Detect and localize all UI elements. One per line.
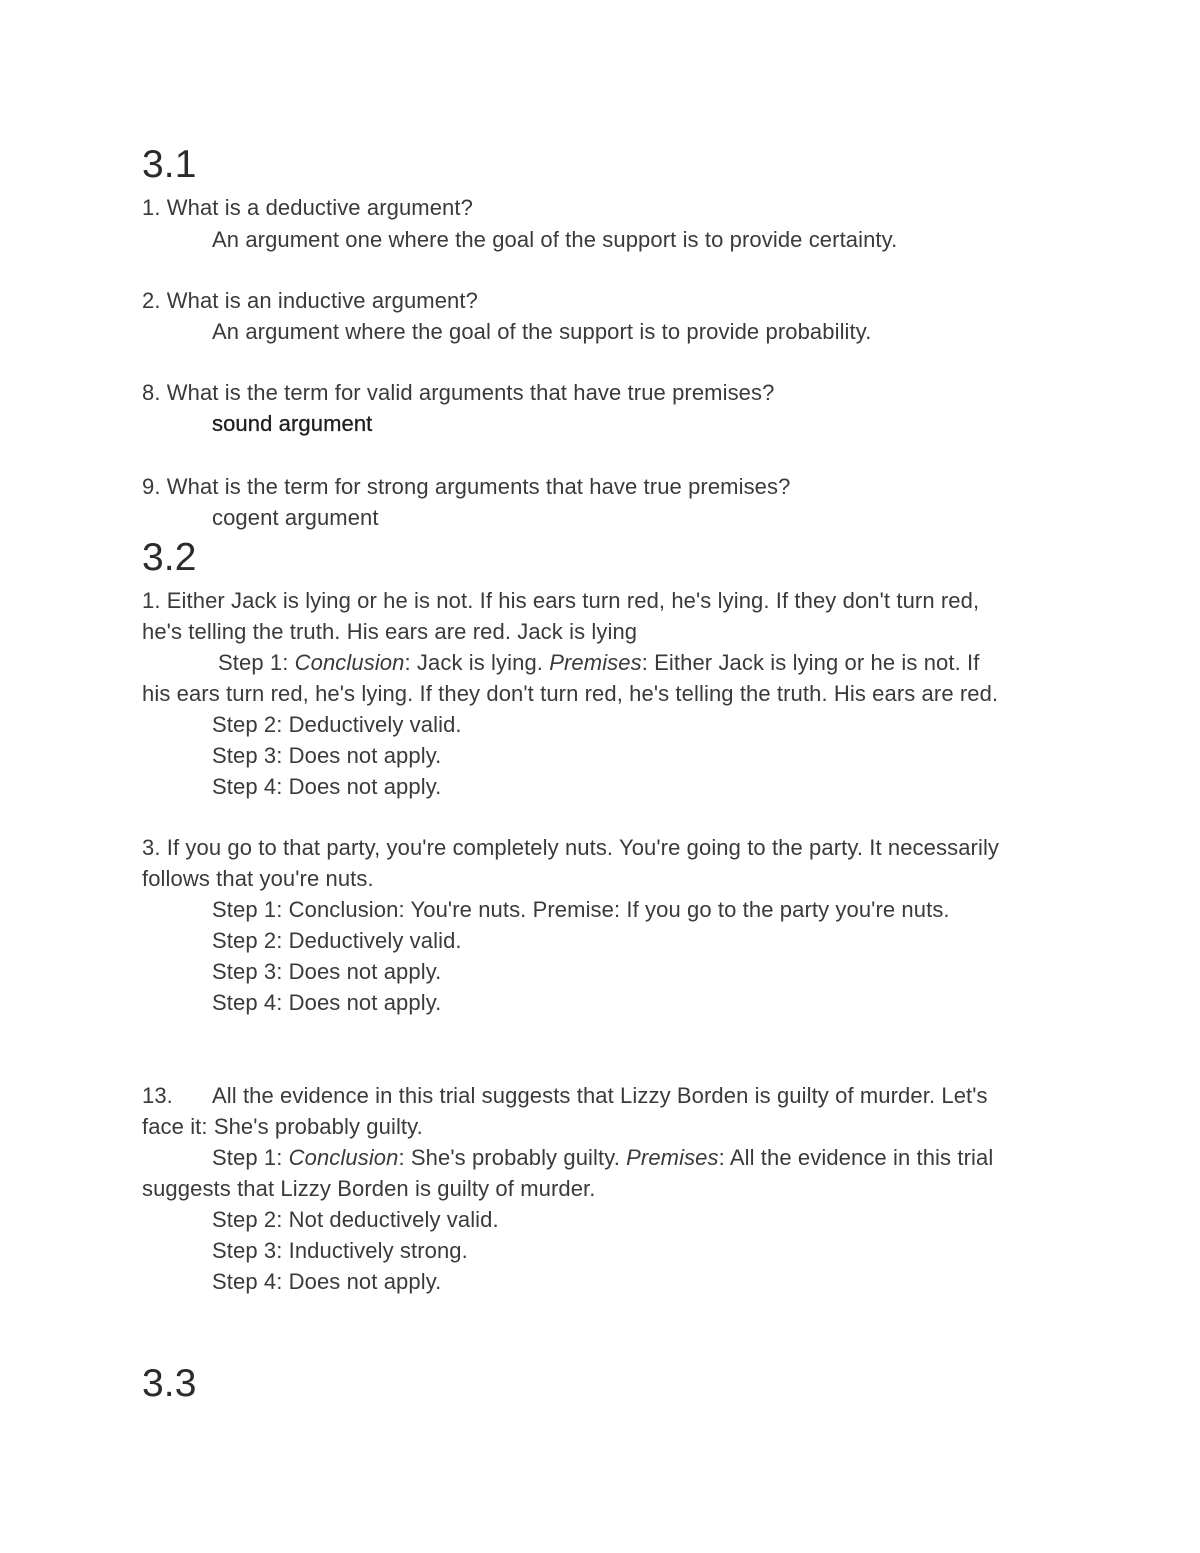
premises-text: : All the evidence in this trial: [718, 1145, 994, 1170]
answer-9: cogent argument: [212, 505, 379, 530]
problem-13-step-3: Step 3: Inductively strong.: [212, 1238, 468, 1263]
problem-1-line-1: 1. Either Jack is lying or he is not. If his ears turn red, he's lying. If they don't turn red,: [142, 588, 980, 613]
answer-1: An argument one where the goal of the support is to provide certainty.: [212, 227, 898, 252]
question-9: 9. What is the term for strong arguments that have true premises?: [142, 474, 791, 499]
section-heading-3-1: 3.1: [142, 143, 197, 186]
problem-13-step-1: [212, 1142, 993, 1173]
problem-13-line-2: face it: She's probably guilty.: [142, 1114, 423, 1139]
premises-text: : Either Jack is lying or he is not. If: [641, 650, 980, 675]
problem-13-step-2: Step 2: Not deductively valid.: [212, 1207, 499, 1232]
problem-3-step-2: Step 2: Deductively valid.: [212, 928, 462, 953]
question-2: 2. What is an inductive argument?: [142, 288, 478, 313]
problem-13-text: All the evidence in this trial suggests that Lizzy Borden is guilty of murder. Let's: [212, 1083, 988, 1108]
problem-1-step-3: Step 3: Does not apply.: [212, 743, 442, 768]
problem-13-number: 13.: [142, 1083, 173, 1108]
problem-13-step-1-cont: suggests that Lizzy Borden is guilty of murder.: [142, 1176, 596, 1201]
problem-3-line-2: follows that you're nuts.: [142, 866, 374, 891]
problem-13-line-1: [142, 1080, 988, 1111]
conclusion-text: : Jack is lying.: [404, 650, 550, 675]
premises-label: Premises: [549, 650, 642, 675]
question-8: 8. What is the term for valid arguments that have true premises?: [142, 380, 775, 405]
step-1-prefix: Step 1:: [218, 650, 295, 675]
problem-13-step-4: Step 4: Does not apply.: [212, 1269, 442, 1294]
answer-2: An argument where the goal of the support is to provide probability.: [212, 319, 872, 344]
problem-3-step-4: Step 4: Does not apply.: [212, 990, 442, 1015]
conclusion-text: : She's probably guilty.: [398, 1145, 627, 1170]
premises-label: Premises: [626, 1145, 719, 1170]
problem-1-step-1: [218, 647, 979, 678]
answer-8: sound argument: [212, 411, 373, 436]
step-1-prefix: Step 1:: [212, 1145, 289, 1170]
conclusion-label: Conclusion: [294, 650, 405, 675]
section-heading-3-3: 3.3: [142, 1362, 197, 1405]
problem-3-line-1: 3. If you go to that party, you're completely nuts. You're going to the party. It necessarily: [142, 835, 1000, 860]
problem-3-step-1: Step 1: Conclusion: You're nuts. Premise: If you go to the party you're nuts.: [212, 897, 950, 922]
section-heading-3-2: 3.2: [142, 536, 197, 579]
question-1: 1. What is a deductive argument?: [142, 195, 473, 220]
problem-1-step-2: Step 2: Deductively valid.: [212, 712, 462, 737]
conclusion-label: Conclusion: [288, 1145, 399, 1170]
problem-3-step-3: Step 3: Does not apply.: [212, 959, 442, 984]
problem-1-line-2: he's telling the truth. His ears are red. Jack is lying: [142, 619, 638, 644]
problem-1-step-1-cont: his ears turn red, he's lying. If they don't turn red, he's telling the truth. His ears are red.: [142, 681, 999, 706]
problem-1-step-4: Step 4: Does not apply.: [212, 774, 442, 799]
